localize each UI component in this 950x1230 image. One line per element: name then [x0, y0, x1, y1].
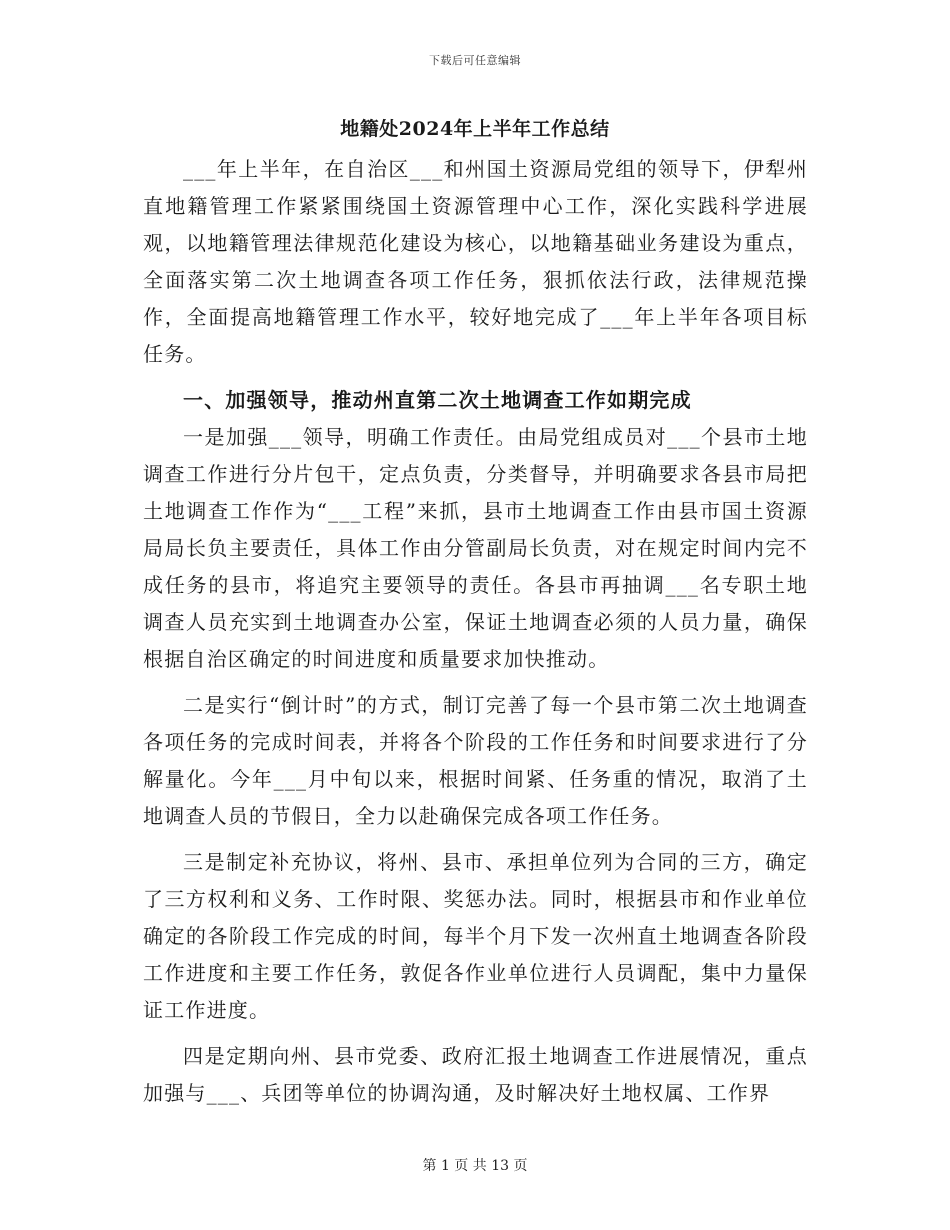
paragraph-4: 四是定期向州、县市党委、政府汇报土地调查工作进展情况，重点加强与___、兵团等单位的协调沟通，及时解决好土地权属、工作界 [143, 1044, 808, 1105]
intro-paragraph: ___年上半年，在自治区___和州国土资源局党组的领导下，伊犁州直地籍管理工作紧紧围绕国土资源管理中心工作，深化实践科学进展观，以地籍管理法律规范化建设为核心，以地籍基础业务建设为重点，全面落实第二次土地调查各项工作任务，狠抓依法行政，法律规范操作，全面提高地籍管理工作水平，较好地完成了___年上半年各项目标任务。 [143, 157, 808, 366]
document-body [143, 151, 808, 1112]
section-heading: 一、加强领导，推动州直第二次土地调查工作如期完成 [183, 388, 692, 412]
paragraph-3: 三是制定补充协议，将州、县市、承担单位列为合同的三方，确定了三方权利和义务、工作时限、奖惩办法。同时，根据县市和作业单位确定的各阶段工作完成的时间，每半个月下发一次州直土地调查各阶段工作进度和主要工作任务，敦促各作业单位进行人员调配，集中力量保证工作进度。 [143, 850, 808, 1022]
paragraph-2: 二是实行“倒计时”的方式，制订完善了每一个县市第二次土地调查各项任务的完成时间表，并将各个阶段的工作任务和时间要求进行了分解量化。今年___月中旬以来，根据时间紧、任务重的情况，取消了土地调查人员的节假日，全力以赴确保完成各项工作任务。 [143, 693, 808, 828]
paragraph-1: 一是加强___领导，明确工作责任。由局党组成员对___个县市土地调查工作进行分片包干，定点负责，分类督导，并明确要求各县市局把土地调查工作作为“___工程”来抓，县市土地调查工作由县市国土资源局局长负主要责任，具体工作由分管副局长负责，对在规定时间内完不成任务的县市，将追究主要领导的责任。各县市再抽调___名专职土地调查人员充实到土地调查办公室，保证土地调查必须的人员力量，确保根据自治区确定的时间进度和质量要求加快推动。 [143, 425, 808, 671]
document-title: 地籍处2024年上半年工作总结 [340, 118, 610, 140]
header-note: 下载后可任意编辑 [429, 54, 521, 67]
page-number: 第 1 页 共 13 页 [422, 1158, 528, 1174]
